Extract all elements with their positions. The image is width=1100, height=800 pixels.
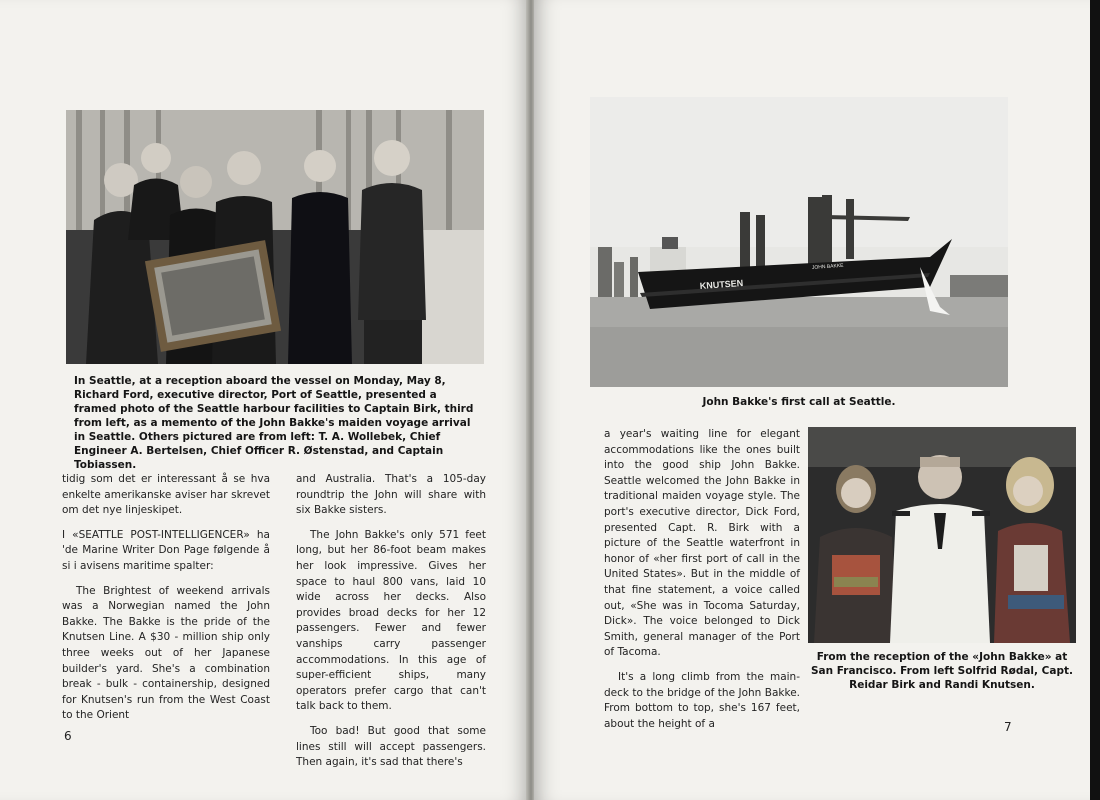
ship-photo-graphic	[590, 97, 1008, 387]
reception-photo-seattle	[66, 110, 484, 364]
right-page-column-1	[604, 427, 800, 741]
right-page	[534, 0, 1090, 800]
paragraph: and Australia. That's a 105-day roundtrip the John will share with six Bakke sisters.	[296, 473, 486, 517]
paragraph: Too bad! But good that some lines still will accept passengers. Then again, it's sad that there's	[296, 724, 486, 769]
book-edge	[1090, 0, 1100, 800]
reception-sf-graphic	[808, 427, 1076, 643]
reception-photo-san-francisco	[808, 427, 1076, 643]
paragraph: It's a long climb from the main-deck to the bridge of the John Bakke. From bottom to top, she's 167 feet, about the height of a	[604, 670, 800, 730]
paragraph: tidig som det er interessant å se hva enkelte amerikanske aviser har skrevet om det nye linjeskipet.	[62, 473, 270, 517]
left-page	[0, 0, 528, 800]
paragraph: I «SEATTLE POST-INTELLIGENCER» ha 'de Marine Writer Don Page følgende å si i avisens maritime spalter:	[62, 528, 270, 572]
paragraph: The Brightest of weekend arrivals was a Norwegian named the John Bakke. The Bakke is the pride of the Knutsen Line. A $30 - million ship only three weeks out of her Japanese builder's yard. She's a combination break - bulk - containership, designed for Knutsen's run from the West Coast to the Orient	[62, 584, 270, 722]
reception-photo-graphic	[66, 110, 484, 364]
paragraph: a year's waiting line for elegant accommodations like the ones built into the good ship John Bakke. Seattle welcomed the John Bakke in traditional maiden voyage style. The port's executive director, Dick Ford, presented Capt. R. Birk with a picture of the Seattle waterfront in honor of «her first port of call in the United States». But in the middle of that fine statement, a voice called out, «She was in Tocoma Saturday, Dick». The voice belonged to Dick Smith, general manager of the Port of Tacoma.	[604, 428, 800, 659]
reception-photo-caption: In Seattle, at a reception aboard the vessel on Monday, May 8, Richard Ford, executive director, Port of Seattle, presented a framed photo of the Seattle harbour facilities to Captain Birk, third from left, as a memento of the John Bakke's maiden voyage arrival in Seattle. Others pictured are from left: T. A. Wollebek, Chief Engineer A. Bertelsen, Chief Officer R. Østenstad, and Captain Tobiassen.	[74, 375, 474, 471]
page-number: 7	[1004, 720, 1012, 734]
left-page-column-2	[296, 472, 486, 780]
page-number: 6	[64, 729, 72, 743]
hull-lettering-knutsen: KNUTSEN	[699, 277, 744, 291]
ship-photo	[590, 97, 1008, 387]
ship-photo-caption: John Bakke's first call at Seattle.	[702, 396, 896, 408]
left-page-column-1	[62, 472, 270, 733]
hull-lettering-john-bakke: JOHN BAKKE	[811, 262, 844, 271]
paragraph: The John Bakke's only 571 feet long, but her 86-foot beam makes her look impressive. Gives her space to haul 800 vans, laid 10 wide across her decks. Also provides broad decks for her 12 passengers. Fewer and fewer vanships carry passenger accommodations. In this age of super-efficient ships, many operators prefer cargo that can't talk back to them.	[296, 528, 486, 713]
reception-sf-caption: From the reception of the «John Bakke» at San Francisco. From left Solfrid Rødal, Capt. Reidar Birk and Randi Knutsen.	[811, 651, 1073, 691]
